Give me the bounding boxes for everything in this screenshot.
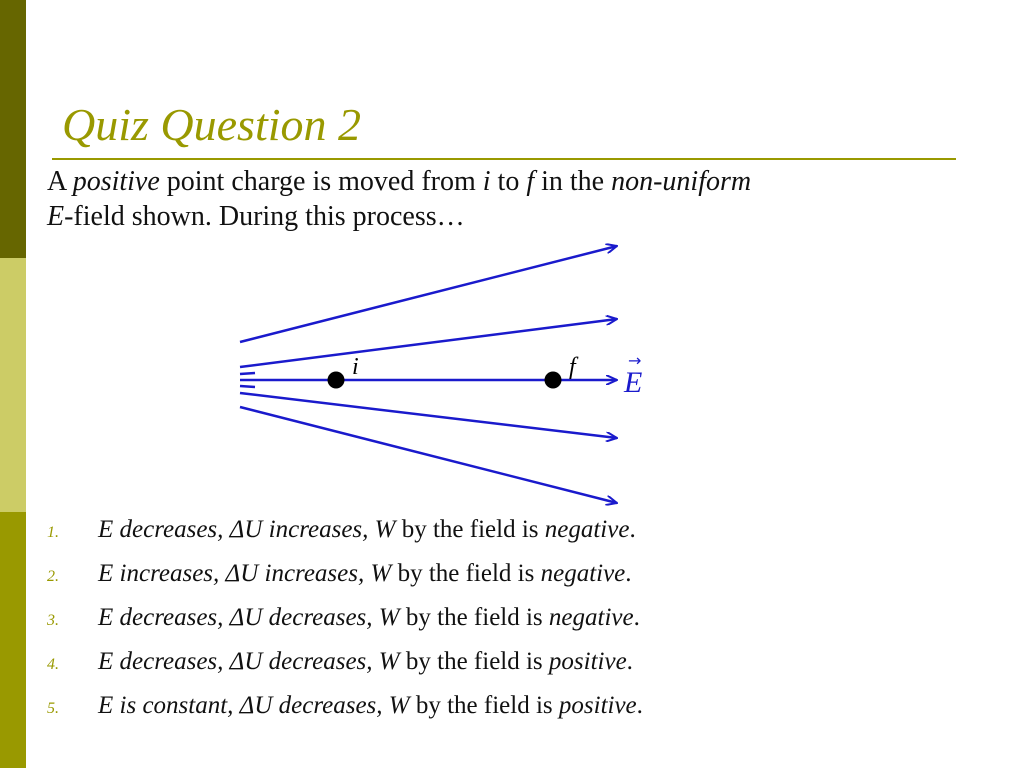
intro-positive: positive [72,166,160,197]
question-intro [47,164,1007,234]
intro-text: -field shown. During this process… [64,201,465,232]
field-line-4 [240,393,617,438]
field-label: E [624,366,643,399]
option-number: 5. [47,700,59,717]
title-underline [52,158,956,160]
option-text [98,560,632,588]
option-symbols: E decreases, ΔU decreases, W [98,604,400,631]
option-sign: negative [548,604,634,631]
slide-title: Quiz Question 2 [62,99,361,150]
point-i-label: i [352,354,359,380]
option-sign: negative [544,516,630,543]
option-plain: by the field is [391,560,541,587]
option-sign: positive [548,648,627,675]
option-plain: by the field is [399,648,549,675]
intro-text: point charge is moved from [159,166,483,197]
option-sign: positive [558,692,637,719]
option-plain: by the field is [409,692,559,719]
option-symbols: E increases, ΔU increases, W [98,560,392,587]
option-symbols: , ΔU increases, W [217,516,396,543]
option-period: . [629,516,636,543]
point-f-label: f [569,354,576,380]
point-i [328,372,345,389]
intro-text: to [490,166,527,197]
intro-text: in the [534,166,612,197]
intro-i: i [482,166,491,197]
field-line-stub-2 [240,386,255,387]
option-symbols: E decreases [98,516,218,543]
field-vector-arrow: → [628,351,642,370]
option-period: . [633,604,640,631]
sidebar-bar-bottom [0,512,26,768]
option-number: 4. [47,656,59,673]
option-plain: by the field is [395,516,545,543]
intro-f: f [526,166,535,197]
option-period: . [636,692,643,719]
field-line-2 [240,319,617,367]
intro-e: E [47,201,65,232]
option-symbols: E decreases, ΔU decreases, W [98,648,400,675]
option-number: 1. [47,524,59,541]
option-period: . [626,648,633,675]
option-text [98,648,633,676]
sidebar-bar-top [0,0,26,258]
intro-text: A [47,166,73,197]
intro-non-uniform: non-uniform [611,166,752,197]
option-symbols: E is constant, ΔU decreases, W [98,692,410,719]
option-text [98,516,636,544]
field-line-5 [240,407,617,503]
option-number: 2. [47,568,59,585]
option-text [98,604,640,632]
option-number: 3. [47,612,59,629]
option-sign: negative [540,560,626,587]
field-line-stub-1 [240,373,255,374]
field-line-1 [240,246,617,342]
option-period: . [625,560,632,587]
option-text [98,692,643,720]
option-plain: by the field is [399,604,549,631]
point-f [545,372,562,389]
sidebar-bar-middle [0,258,26,512]
